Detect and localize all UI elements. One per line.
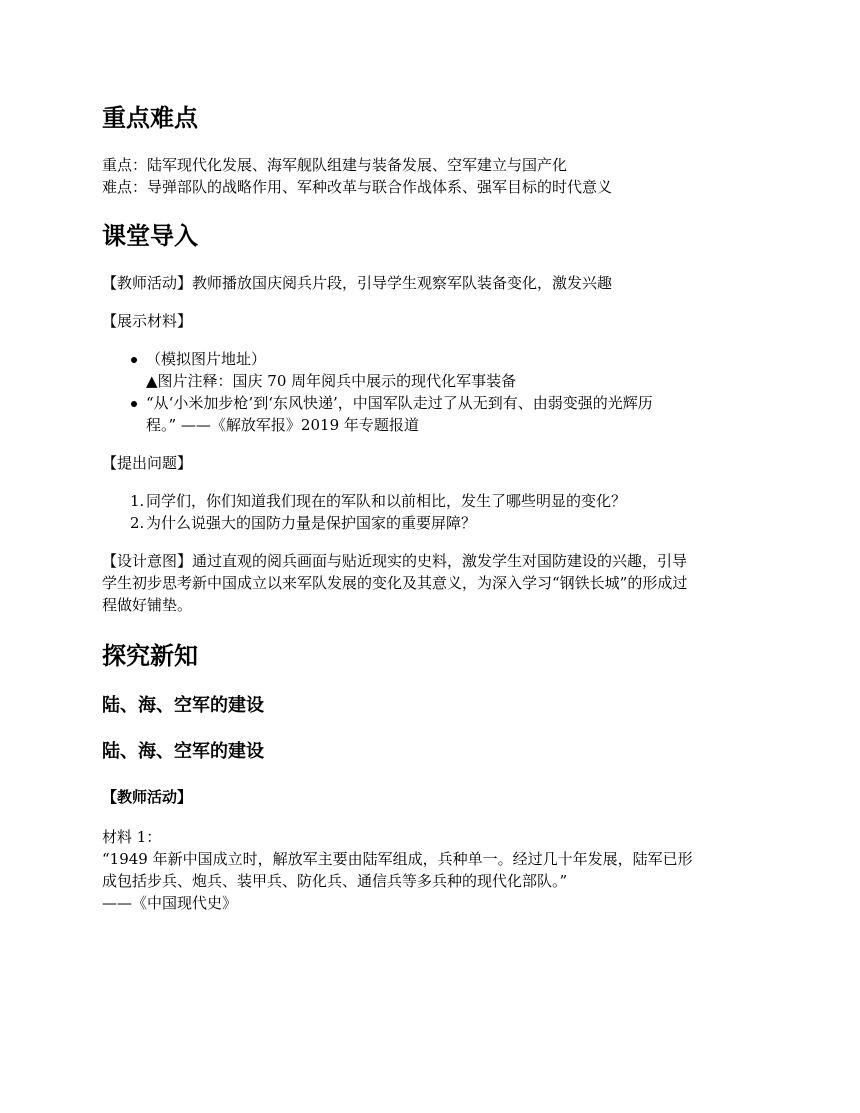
quote-line: “从‘小米加步枪’到‘东风快递’，中国军队走过了从无到有、由弱变强的光辉历 bbox=[146, 394, 653, 412]
question-number: 2. bbox=[130, 514, 145, 532]
design-intent-line: 程做好铺垫。 bbox=[102, 596, 193, 614]
questions-heading: 【提出问题】 bbox=[102, 454, 193, 472]
materials-heading: 【展示材料】 bbox=[102, 312, 193, 330]
design-intent-line: 学生初步思考新中国成立以来军队发展的变化及其意义，为深入学习“钢铁长城”的形成过 bbox=[102, 574, 688, 592]
material-item bbox=[134, 392, 760, 436]
material-quote-line: “1949 年新中国成立时，解放军主要由陆军组成，兵种单一。经过几十年发展，陆军已形 bbox=[102, 850, 693, 868]
explore-subheading: 陆、海、空军的建设 bbox=[102, 695, 264, 716]
intro-heading: 课堂导入 bbox=[102, 222, 198, 250]
focus-text: 重点：陆军现代化发展、海军舰队组建与装备发展、空军建立与国产化 bbox=[102, 156, 568, 174]
explore-subheading: 陆、海、空军的建设 bbox=[102, 741, 264, 762]
question-text: 同学们，你们知道我们现在的军队和以前相比，发生了哪些明显的变化？ bbox=[146, 492, 627, 510]
material-label: 材料 1： bbox=[102, 828, 162, 846]
explore-heading: 探究新知 bbox=[102, 642, 198, 670]
material-block bbox=[102, 826, 760, 914]
intro-teacher-activity: 【教师活动】教师播放国庆阅兵片段，引导学生观察军队装备变化，激发兴趣 bbox=[102, 274, 613, 292]
materials-list bbox=[102, 348, 760, 436]
image-placeholder-text: （模拟图片地址） bbox=[146, 350, 267, 368]
image-caption: ▲图片注释：国庆 70 周年阅兵中展示的现代化军事装备 bbox=[146, 372, 517, 390]
question-item bbox=[132, 490, 760, 512]
material-quote-line: 成包括步兵、炮兵、装甲兵、防化兵、通信兵等多兵种的现代化部队。” bbox=[102, 872, 568, 890]
explore-teacher-activity: 【教师活动】 bbox=[102, 788, 193, 806]
material-source: ——《中国现代史》 bbox=[102, 894, 238, 912]
questions-list bbox=[102, 490, 760, 534]
quote-line: 程。” ——《解放军报》2019 年专题报道 bbox=[146, 416, 419, 434]
question-text: 为什么说强大的国防力量是保护国家的重要屏障？ bbox=[146, 514, 477, 532]
material-item bbox=[134, 348, 760, 392]
key-points-heading: 重点难点 bbox=[102, 104, 198, 132]
question-item bbox=[132, 512, 760, 534]
design-intent bbox=[102, 550, 760, 616]
difficulty-text: 难点：导弹部队的战略作用、军种改革与联合作战体系、强军目标的时代意义 bbox=[102, 178, 613, 196]
question-number: 1. bbox=[130, 492, 145, 510]
top-margin bbox=[102, 0, 760, 102]
design-intent-line: 【设计意图】通过直观的阅兵画面与贴近现实的史料，激发学生对国防建设的兴趣，引导 bbox=[102, 552, 688, 570]
